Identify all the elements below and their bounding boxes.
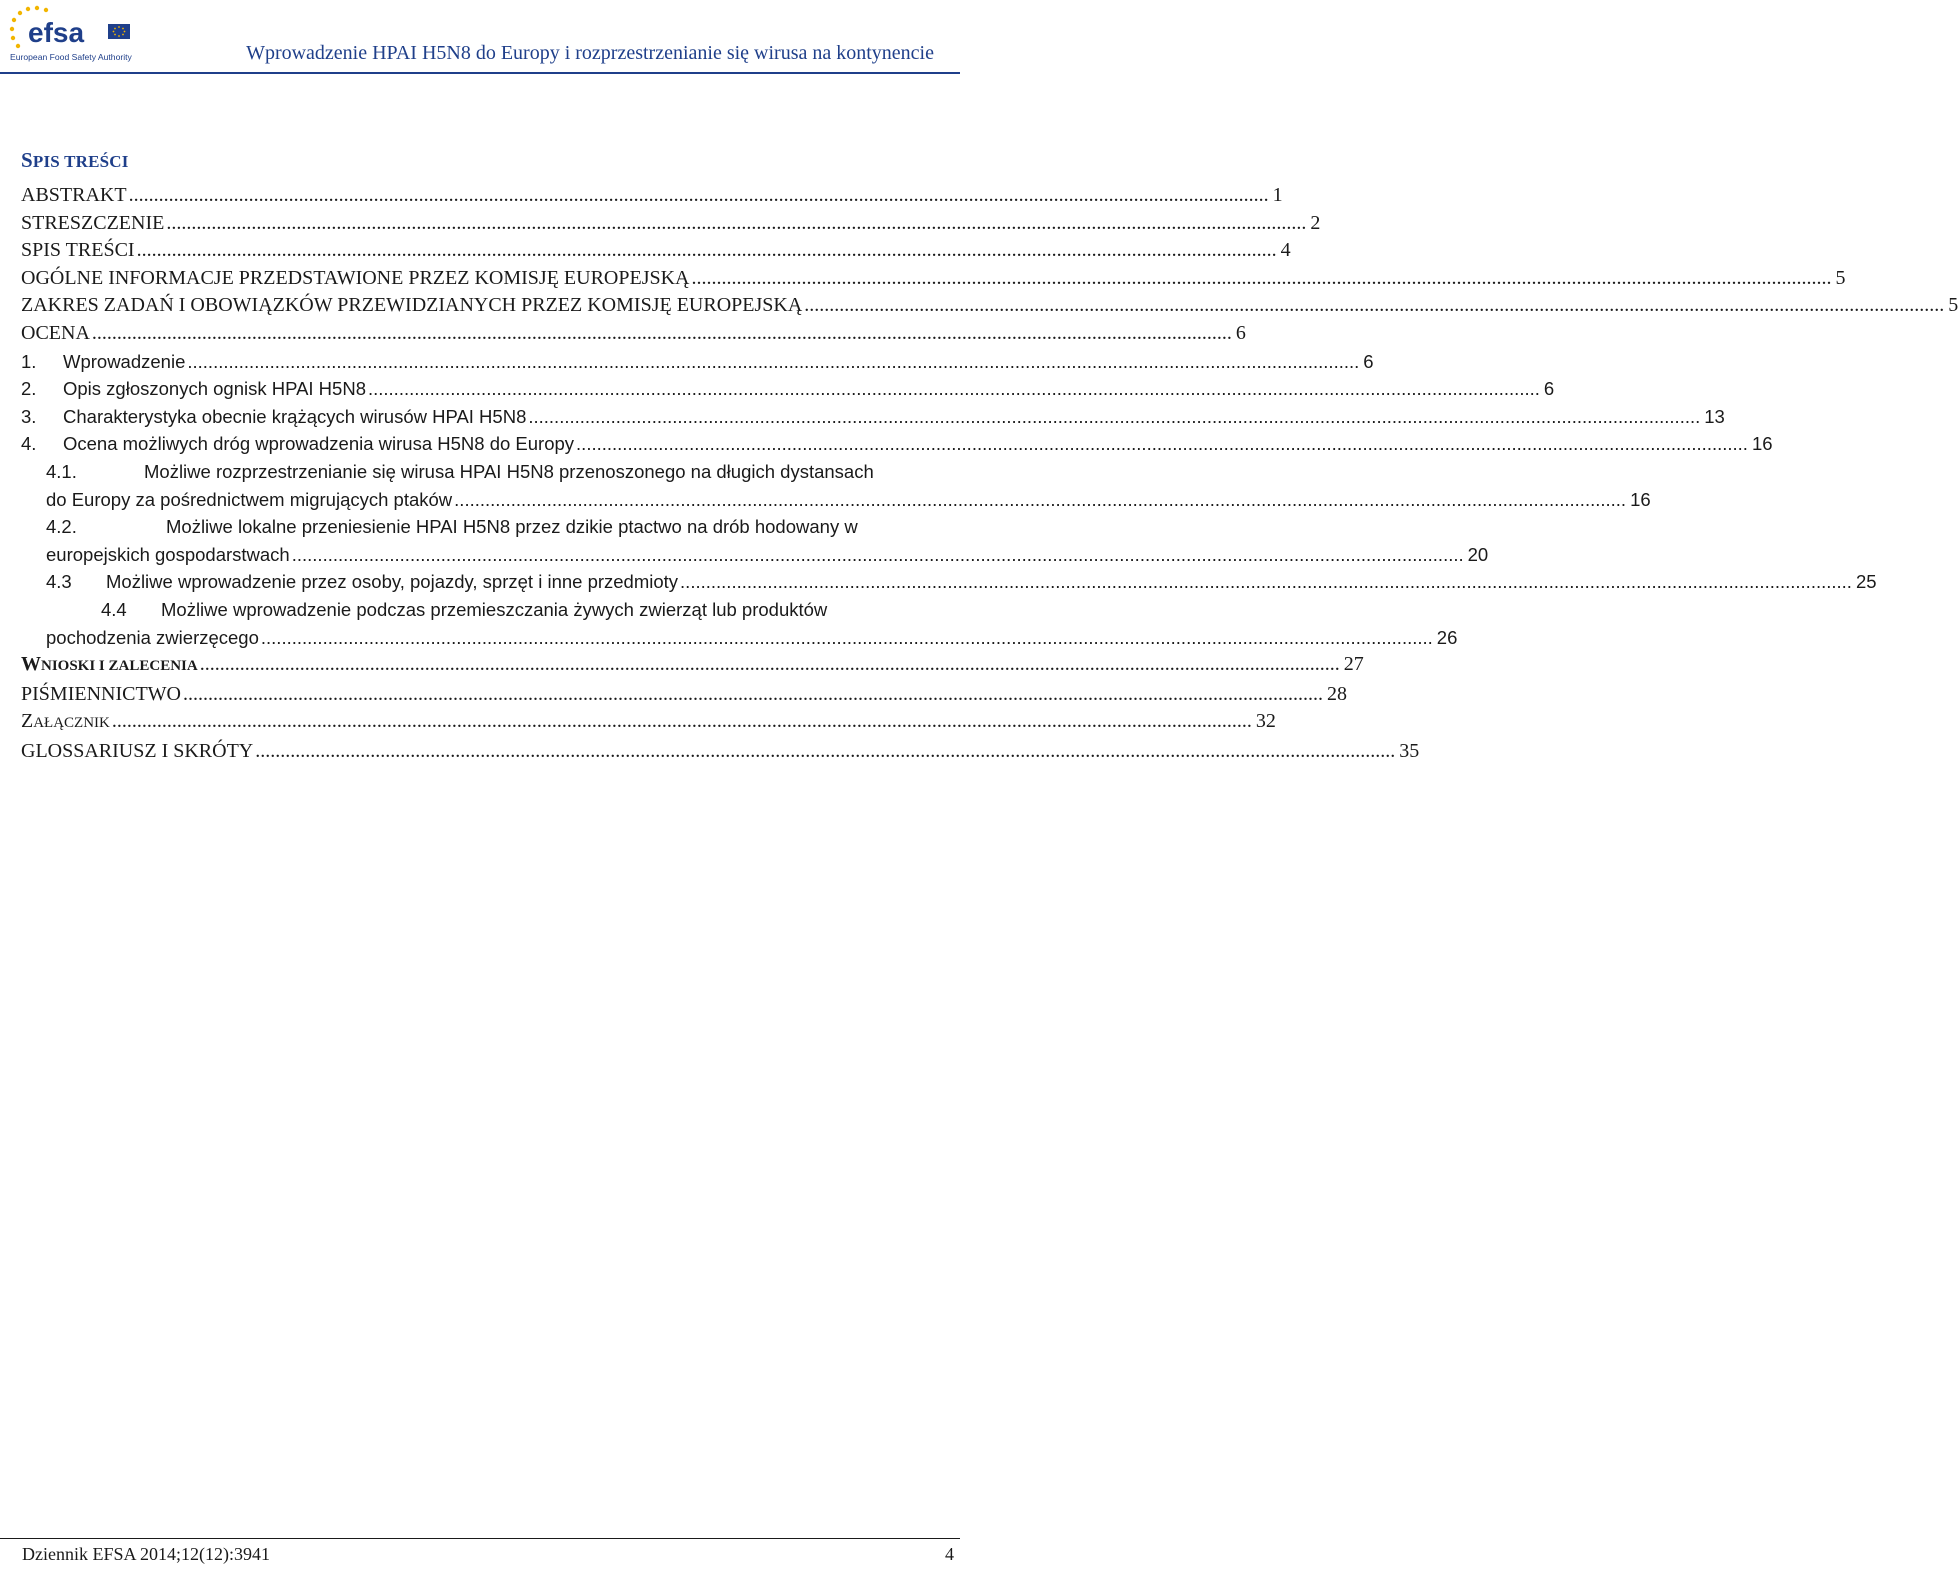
toc-entry-section-4-1[interactable]: 4.1. Możliwe rozprzestrzenianie się wirusa HPAI H5N8 przenoszonego na długich dystansach do Europy za pośrednictwem migrujących ptaków ..... 16 (21, 458, 956, 513)
toc-entry-abstrakt[interactable]: ABSTRAKT ..... 1 (21, 182, 956, 210)
toc-entry-section-4-4[interactable]: 4.4 Możliwe wprowadzenie podczas przemieszczania żywych zwierząt lub produktów pochodzenia zwierzęcego ..... 26 (21, 596, 956, 651)
efsa-logo (6, 4, 136, 66)
toc-entry-spis-tresci[interactable]: SPIS TREŚCI ..... 4 (21, 237, 956, 265)
toc-entry-ogolne-informacje[interactable]: OGÓLNE INFORMACJE PRZEDSTAWIONE PRZEZ KOMISJĘ EUROPEJSKĄ ..... 5 (21, 265, 956, 293)
footer-divider (0, 1538, 960, 1539)
toc-entry-section-4[interactable]: 4. Ocena możliwych dróg wprowadzenia wirusa H5N8 do Europy ..... 16 (21, 430, 956, 458)
header-divider (0, 72, 960, 74)
toc-entry-section-4-3[interactable]: 4.3 Możliwe wprowadzenie przez osoby, pojazdy, sprzęt i inne przedmioty ..... 25 (21, 568, 956, 596)
footer-citation: Dziennik EFSA 2014;12(12):3941 (22, 1544, 270, 1564)
toc-entry-zakres-zadan[interactable]: ZAKRES ZADAŃ I OBOWIĄZKÓW PRZEWIDZIANYCH PRZEZ KOMISJĘ EUROPEJSKĄ ..... 5 (21, 292, 956, 320)
toc-entry-section-1[interactable]: 1. Wprowadzenie ..... 6 (21, 348, 956, 376)
header-title: Wprowadzenie HPAI H5N8 do Europy i rozprzestrzenianie się wirusa na kontynencie (246, 42, 934, 64)
toc-entry-zalacznik[interactable]: ZAŁĄCZNIK ..... 32 (21, 708, 956, 738)
toc-heading-rest: PIS TREŚCI (32, 152, 129, 171)
toc-entry-section-4-2[interactable]: 4.2. Możliwe lokalne przeniesienie HPAI H5N8 przez dzikie ptactwo na drób hodowany w europejskich gospodarstwach ..... 20 (21, 513, 956, 568)
toc-entry-streszczenie[interactable]: STRESZCZENIE ..... 2 (21, 210, 956, 238)
toc-heading-initial: S (21, 148, 33, 172)
toc-heading (21, 148, 129, 173)
toc-entry-ocena[interactable]: OCENA ..... 6 (21, 320, 956, 348)
toc-entry-glossariusz[interactable]: GLOSSARIUSZ I SKRÓTY ..... 35 (21, 738, 956, 766)
toc-entry-wnioski[interactable]: WNIOSKI I ZALECENIA ..... 27 (21, 651, 956, 681)
toc-entry-section-2[interactable]: 2. Opis zgłoszonych ognisk HPAI H5N8 ..... 6 (21, 375, 956, 403)
page-number: 4 (945, 1544, 954, 1564)
toc-entry-pismiennictwo[interactable]: PIŚMIENNICTWO ..... 28 (21, 681, 956, 709)
table-of-contents (21, 182, 1958, 765)
toc-entry-section-3[interactable]: 3. Charakterystyka obecnie krążących wirusów HPAI H5N8 ..... 13 (21, 403, 956, 431)
page-header (0, 0, 960, 76)
logo-subtitle: European Food Safety Authority (10, 52, 132, 62)
logo-wordmark: efsa (28, 17, 85, 48)
